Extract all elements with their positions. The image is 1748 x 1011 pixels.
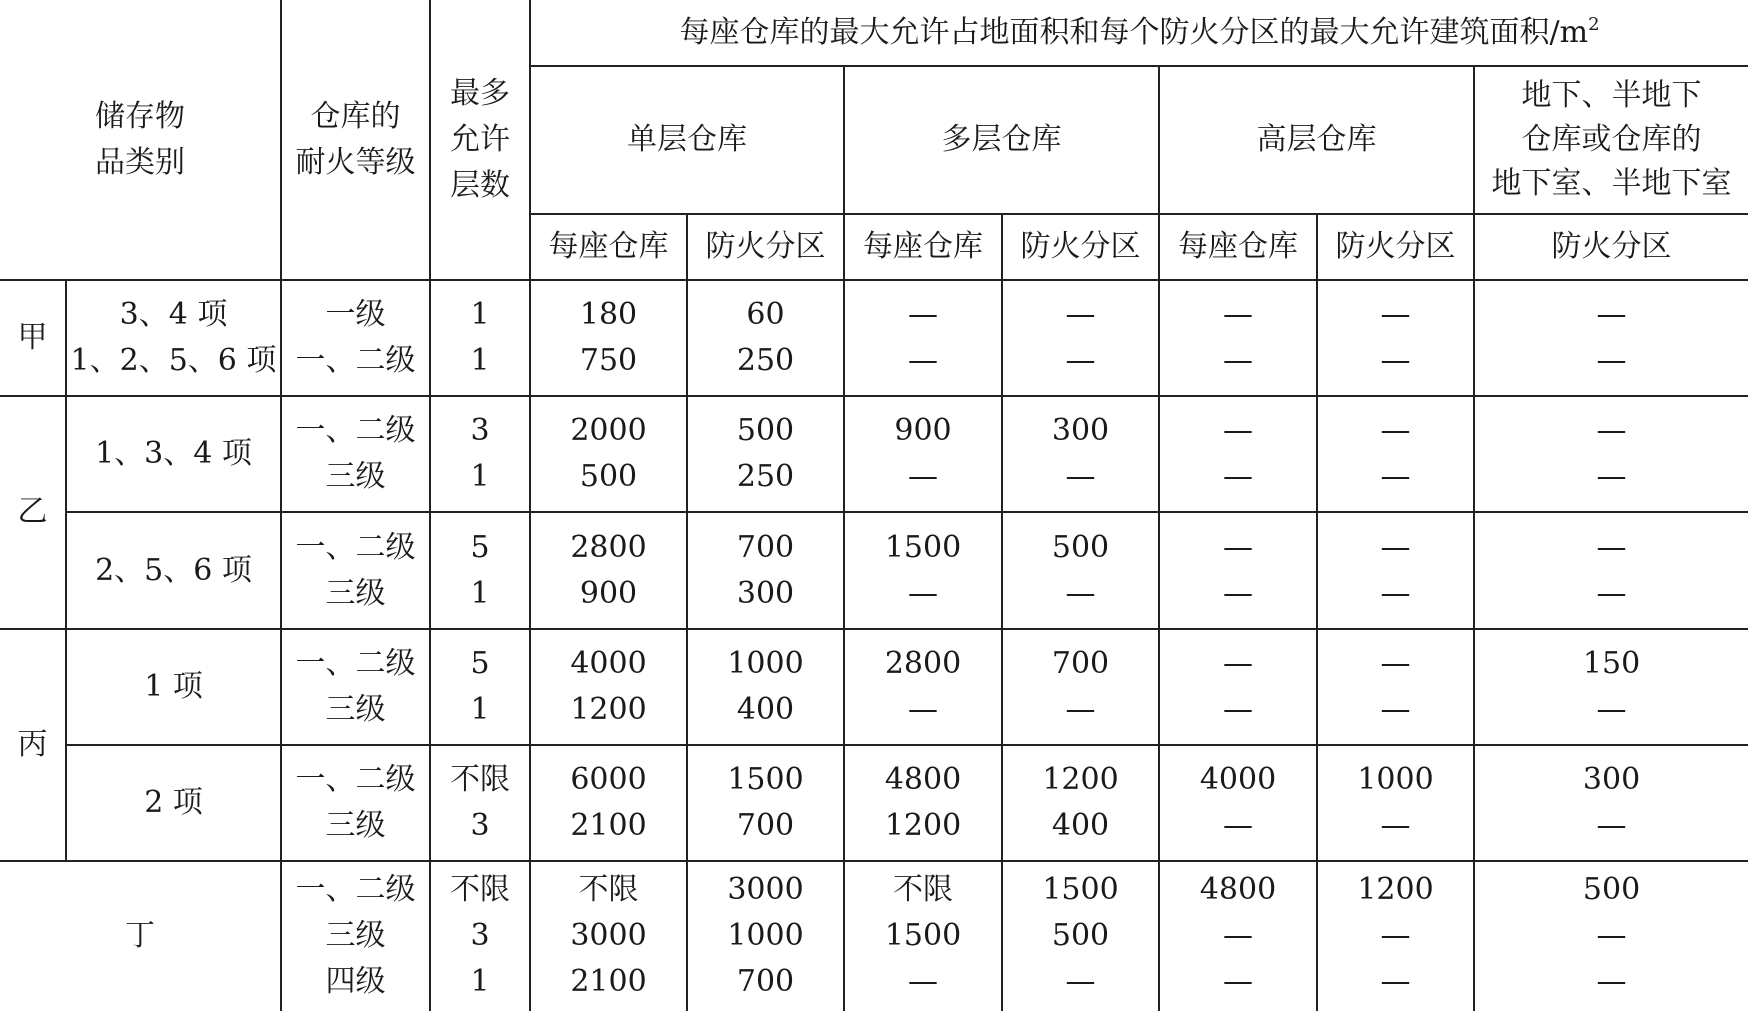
table-row [0, 745, 1748, 861]
class-label: 乙 [0, 396, 66, 628]
multi-building-area: 不限 1500 — [844, 861, 1002, 1011]
high-zone-area: 1200 — — [1317, 861, 1474, 1011]
header-per-building: 每座仓库 [1159, 214, 1317, 280]
max-floors: 不限 3 [430, 745, 530, 861]
header-fire-rating: 仓库的 耐火等级 [281, 0, 430, 280]
multi-building-area: 4800 1200 [844, 745, 1002, 861]
header-fire-zone: 防火分区 [1474, 214, 1748, 280]
fire-rating: 一、二级 三级 四级 [281, 861, 430, 1011]
high-zone-area: — — [1317, 512, 1474, 628]
item-label: 1、3、4 项 [66, 396, 281, 512]
high-building-area: — — [1159, 396, 1317, 512]
class-label: 甲 [0, 280, 66, 396]
underground-zone-area: 300 — [1474, 745, 1748, 861]
high-zone-area: — — [1317, 280, 1474, 396]
fire-rating: 一、二级 三级 [281, 512, 430, 628]
single-building-area: 不限 3000 2100 [530, 861, 687, 1011]
single-building-area: 180 750 [530, 280, 687, 396]
header-max-floors: 最多 允许 层数 [430, 0, 530, 280]
multi-zone-area: 1200 400 [1002, 745, 1159, 861]
table-row [0, 512, 1748, 628]
multi-zone-area: 1500 500 — [1002, 861, 1159, 1011]
high-building-area: — — [1159, 280, 1317, 396]
table-row [0, 280, 1748, 396]
table-row [0, 629, 1748, 745]
single-zone-area: 3000 1000 700 [687, 861, 844, 1011]
underground-zone-area: 150 — [1474, 629, 1748, 745]
multi-building-area: 2800 — [844, 629, 1002, 745]
multi-zone-area: 300 — [1002, 396, 1159, 512]
header-per-building: 每座仓库 [844, 214, 1002, 280]
header-category: 储存物 品类别 [0, 0, 281, 280]
multi-zone-area: 700 — [1002, 629, 1159, 745]
fire-rating: 一级 一、二级 [281, 280, 430, 396]
item-label: 2、5、6 项 [66, 512, 281, 628]
single-zone-area: 1500 700 [687, 745, 844, 861]
max-floors: 5 1 [430, 512, 530, 628]
table-row [0, 396, 1748, 512]
header-area-title: 每座仓库的最大允许占地面积和每个防火分区的最大允许建筑面积$/m^2$ [530, 0, 1748, 66]
header-fire-zone: 防火分区 [687, 214, 844, 280]
multi-building-area: 900 — [844, 396, 1002, 512]
header-underground: 地下、半地下 仓库或仓库的 地下室、半地下室 [1474, 66, 1748, 214]
class-label: 丁 [0, 861, 281, 1011]
high-zone-area: — — [1317, 629, 1474, 745]
single-zone-area: 500 250 [687, 396, 844, 512]
underground-zone-area: — — [1474, 280, 1748, 396]
header-fire-zone: 防火分区 [1317, 214, 1474, 280]
high-building-area: — — [1159, 629, 1317, 745]
max-floors: 不限 3 1 [430, 861, 530, 1011]
item-label: 2 项 [66, 745, 281, 861]
table-row [0, 861, 1748, 1011]
high-building-area: — — [1159, 512, 1317, 628]
fire-rating: 一、二级 三级 [281, 396, 430, 512]
multi-building-area: — — [844, 280, 1002, 396]
multi-building-area: 1500 — [844, 512, 1002, 628]
single-building-area: 4000 1200 [530, 629, 687, 745]
fire-rating: 一、二级 三级 [281, 745, 430, 861]
single-building-area: 2000 500 [530, 396, 687, 512]
single-building-area: 6000 2100 [530, 745, 687, 861]
header-single-storey: 单层仓库 [530, 66, 844, 214]
header-per-building: 每座仓库 [530, 214, 687, 280]
high-building-area: 4800 — — [1159, 861, 1317, 1011]
single-zone-area: 700 300 [687, 512, 844, 628]
header-fire-zone: 防火分区 [1002, 214, 1159, 280]
fire-rating: 一、二级 三级 [281, 629, 430, 745]
single-building-area: 2800 900 [530, 512, 687, 628]
underground-zone-area: 500 — — [1474, 861, 1748, 1011]
class-label: 丙 [0, 629, 66, 861]
high-zone-area: — — [1317, 396, 1474, 512]
header-multi-storey: 多层仓库 [844, 66, 1159, 214]
header-high-rise: 高层仓库 [1159, 66, 1474, 214]
underground-zone-area: — — [1474, 396, 1748, 512]
underground-zone-area: — — [1474, 512, 1748, 628]
multi-zone-area: — — [1002, 280, 1159, 396]
high-zone-area: 1000 — [1317, 745, 1474, 861]
superscript: 2 [1588, 13, 1600, 35]
single-zone-area: 60 250 [687, 280, 844, 396]
item-label: 1 项 [66, 629, 281, 745]
item-label: 3、4 项 1、2、5、6 项 [66, 280, 281, 396]
max-floors: 3 1 [430, 396, 530, 512]
max-floors: 1 1 [430, 280, 530, 396]
high-building-area: 4000 — [1159, 745, 1317, 861]
max-floors: 5 1 [430, 629, 530, 745]
multi-zone-area: 500 — [1002, 512, 1159, 628]
single-zone-area: 1000 400 [687, 629, 844, 745]
